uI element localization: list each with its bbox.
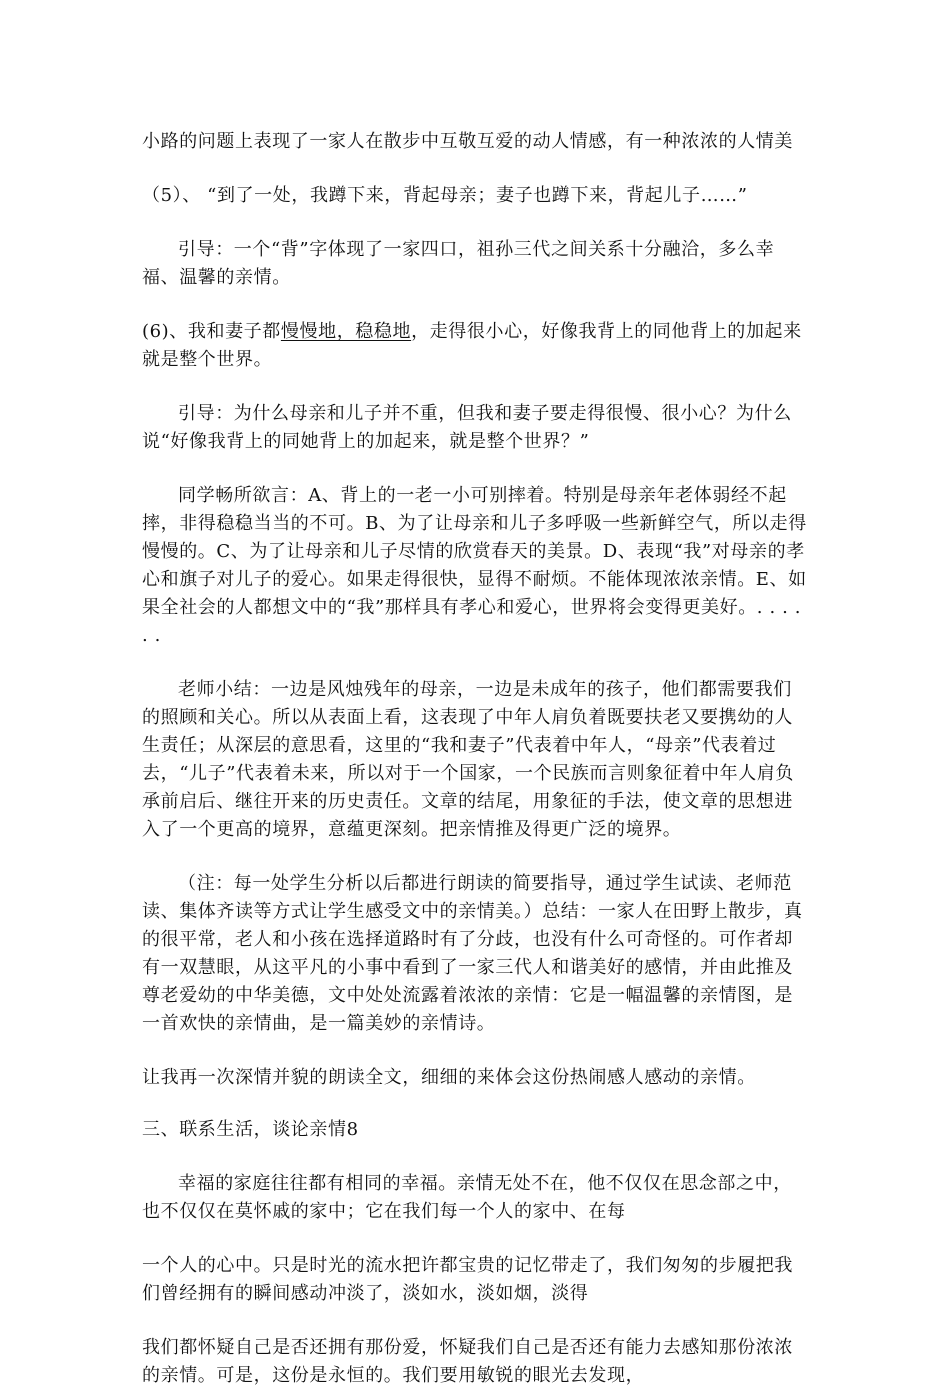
quote-6-suffix: ，走得很小心，好像我背上的同他背上的加起来就是整个世界。 [142, 321, 802, 370]
quote-6-underlined: 慢慢地，稳稳地 [280, 321, 412, 342]
paragraph-time-flow: 一个人的心中。只是时光的流水把许都宝贵的记忆带走了，我们匆匆的步履把我们曾经拥有的瞬间感动冲淡了，淡如水，淡如烟，淡得 [142, 1255, 793, 1304]
quote-6-prefix: (6)、我和妻子都 [142, 321, 281, 342]
paragraph-1: 小路的问题上表现了一家人在散步中互敬互爱的动人情感，有一种浓浓的人情美 [142, 131, 793, 152]
paragraph-happy-family: 幸福的家庭往往都有相同的幸福。亲情无处不在，他不仅仅在思念部之中，也不仅仅在莫怀戚的家中；它在我们每一个人的家中、在每 [142, 1173, 792, 1222]
paragraph-teacher-summary: 老师小结：一边是风烛残年的母亲，一边是未成年的孩子，他们都需要我们的照顾和关心。所以从表面上看，这表现了中年人肩负着既要扶老又要携幼的人生责任；从深层的意思看，这里的“我和妻子”代表着中年人，“母亲”代表着过去，“儿子”代表着未来，所以对于一个国家，一个民族而言则象征着中年人肩负承前启后、继往开来的历史责任。文章的结尾，用象征的手法，使文章的思想进入了一个更高的境界，意蕴更深刻。把亲情推及得更广泛的境界。 [142, 679, 795, 840]
paragraph-guide-2: 引导：为什么母亲和儿子并不重，但我和妻子要走得很慢、很小心？为什么说“好像我背上的同她背上的加起来，就是整个世界？” [142, 403, 792, 452]
paragraph-note-summary: （注：每一处学生分析以后都进行朗读的简要指导，通过学生试读、老师范读、集体齐读等方式让学生感受文中的亲情美。）总结：一家人在田野上散步，真的很平常，老人和小孩在选择道路时有了分歧，也没有什么可奇怪的。可作者却有一双慧眼，从这平凡的小事中看到了一家三代人和谐美好的感情，并由此推及尊老爱幼的中华美德，文中处处流露着浓浓的亲情：它是一幅温馨的亲情图，是一首欢快的亲情曲，是一篇美妙的亲情诗。 [142, 873, 803, 1034]
paragraph-student-answers: 同学畅所欲言：A、背上的一老一小可别摔着。特别是母亲年老体弱经不起摔，非得稳稳当当的不可。B、为了让母亲和儿子多呼吸一些新鲜空气，所以走得慢慢的。C、为了让母亲和儿子尽情的欣赏春天的美景。D、表现“我”对母亲的孝心和旗子对儿子的爱心。如果走得很快，显得不耐烦。不能体现浓浓亲情。E、如果全社会的人都想文中的“我”那样具有孝心和爱心，世界将会变得更美好。. . . . . . [142, 485, 807, 646]
paragraph-read-again: 让我再一次深情并貌的朗读全文，细细的来体会这份热闹感人感动的亲情。 [142, 1067, 756, 1088]
paragraph-guide-1: 引导：一个“背”字体现了一家四口，祖孙三代之间关系十分融洽，多么幸福、温馨的亲情。 [142, 239, 775, 288]
section-heading: 三、联系生活，谈论亲情8 [142, 1119, 359, 1140]
paragraph-doubt: 我们都怀疑自己是否还拥有那份爱，怀疑我们自己是否还有能力去感知那份浓浓的亲情。可是，这份是永恒的。我们要用敏锐的眼光去发现， [142, 1337, 793, 1386]
paragraph-quote-6 [142, 318, 808, 374]
paragraph-quote-5: （5）、 “到了一处，我蹲下来，背起母亲；妻子也蹲下来，背起儿子……” [142, 185, 748, 206]
